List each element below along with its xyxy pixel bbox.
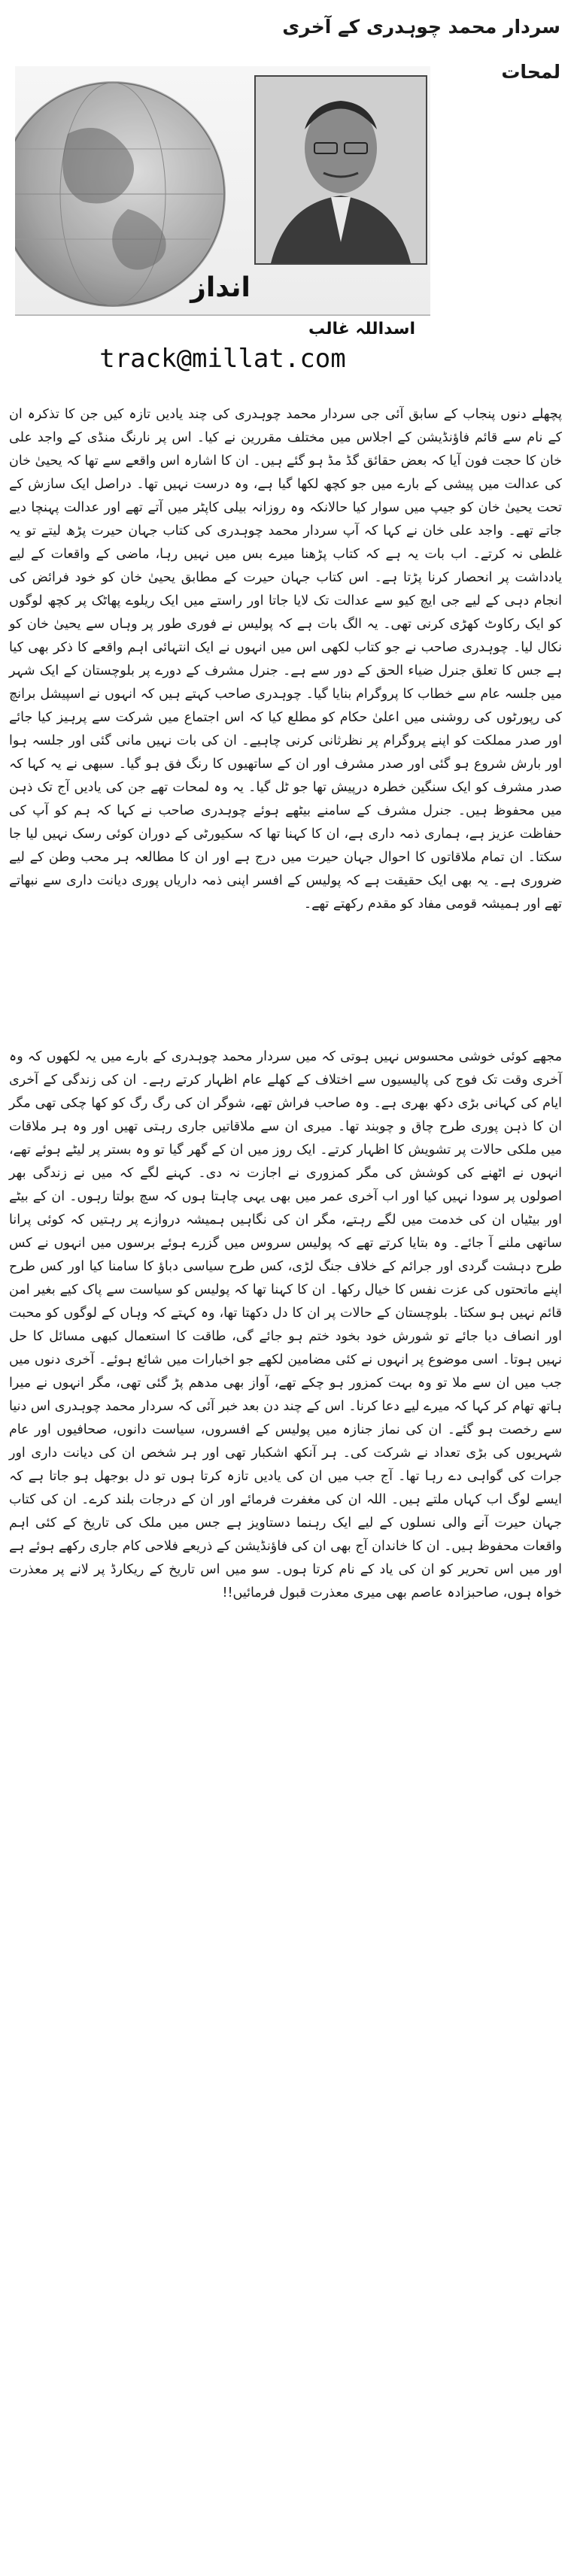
author-portrait [254,75,427,265]
article-paragraph-1: پچھلے دنوں پنجاب کے سابق آئی جی سردار محمد چوہدری کی چند یادیں تازہ کیں جن کا تذکرہ ان کے نام سے قائم فاؤنڈیشن کے اجلاس میں مختلف مقررین نے کیا۔ اس پر نارنگ منڈی کے واجد علی خان کا حجت فون آیا کہ بعض حقائق گڈ مڈ ہو گئے ہیں۔ ان کا اشارہ اس واقعے سے تھا کہ یحییٰ خان کی عدالت میں پیشی کے بارے میں جو کچھ لکھا گیا ہے، وہ درست نہیں تھا۔ دراصل ایک سازش کے تحت یحییٰ خان کو جیپ میں سوار کیا حالانکہ وہ روزانہ بیلی کاپٹر میں آتے تھے اور عدالت پہنچا دیے جاتے تھے۔ واجد علی خان نے کہا کہ آپ سردار محمد چوہدری کی کتاب جہان حیرت پڑھ لیتے تو یہ غلطی نہ کرتے۔ اب بات یہ ہے کہ کتاب پڑھنا میرے بس میں نہیں رہا، ماضی کے واقعات کے لیے یادداشت پر انحصار کرنا پڑتا ہے۔ اس کتاب جہان حیرت کے مطابق یحییٰ خان کو خود فرائض کی انجام دہی کے لیے جی ایچ کیو سے عدالت تک لایا جاتا اور راستے میں ایک ریلوے پھاٹک پر کچھ لوگوں کو ایک رکاوٹ کھڑی کرنی تھی۔ یہ الگ بات ہے کہ پولیس نے فوری طور پر وہاں سے یحییٰ خان کو نکال لیا۔ چوہدری صاحب نے جو کتاب لکھی اس میں انہوں نے ایک انتہائی اہم واقعے کا ذکر بھی کیا ہے جس کا تعلق جنرل ضیاء الحق کے دور سے ہے۔ جنرل مشرف کے دورے پر بلوچستان کے ایک شہر میں جلسہ عام سے خطاب کا پروگرام بنایا گیا۔ چوہدری صاحب کہتے ہیں کہ انہوں نے اسپیشل برانچ کی رپورٹوں کی روشنی میں اعلیٰ حکام کو مطلع کیا کہ اس اجتماع میں شرکت سے پرہیز کیا جائے اور صدر مملکت کو اپنے پروگرام پر نظرثانی کرنی چاہیے۔ ان کی بات نہیں مانی گئی اور جلسہ ہوا اور بارش شروع ہو گئی اور صدر مشرف اور ان کے ساتھیوں کا رنگ فق ہو گیا۔ سبھی نے یہ کہا کہ صدر مشرف کو ایک سنگین خطرہ درپیش تھا جو ٹل گیا۔ یہ وہ لمحات تھے جن کی یادیں آج تک ذہن میں محفوظ ہیں۔ جنرل مشرف کے سامنے بیٹھے ہوئے چوہدری صاحب نے کہا کہ ہم کو آپ کی حفاظت عزیز ہے، ہماری ذمہ داری ہے، ان کا کہنا تھا کہ سکیورٹی کے دوران کوئی رسک نہیں لیا جا سکتا۔ ان تمام ملاقاتوں کا احوال جہان حیرت میں درج ہے اور ان کا مطالعہ ہر محب وطن کے لیے ضروری ہے۔ یہ بھی ایک حقیقت ہے کہ پولیس کے افسر اپنی ذمہ داریاں پوری دیانت داری سے نبھاتے تھے اور ہمیشہ قومی مفاد کو مقدم رکھتے تھے۔ [9,407,562,912]
masthead-art [15,66,430,314]
author-name: اسداللہ غالب [308,320,415,338]
byline-bar [15,314,430,343]
author-email: track@millat.com [99,344,346,374]
portrait-graphic [256,77,426,263]
column-masthead [15,66,430,376]
article-paragraph-2: مجھے کوئی خوشی محسوس نہیں ہوتی کہ میں سردار محمد چوہدری کے بارے میں یہ لکھوں کہ وہ آخری وقت تک فوج کی پالیسیوں سے اختلاف کے کھلے عام اظہار کرتے رہے۔ ان کی زندگی کے آخری ایام کی کہانی بڑی دکھ بھری ہے۔ وہ صاحب فراش تھے، شوگر ان کی رگ رگ کو کھا چکی تھی مگر ان کا ذہن پوری طرح چاق و چوبند تھا۔ میری ان سے ملاقاتیں جاری رہتی تھیں اور وہ ہر ملاقات میں ملکی حالات پر تشویش کا اظہار کرتے۔ ایک روز میں ان کے گھر گیا تو وہ بستر پر لیٹے ہوئے تھے، انہوں نے اٹھنے کی کوشش کی مگر کمزوری نے اجازت نہ دی۔ کہنے لگے کہ میں نے زندگی بھر اصولوں پر سودا نہیں کیا اور اب آخری عمر میں بھی یہی چاہتا ہوں کہ سچ بولتا رہوں۔ ان کے بیٹے اور بیٹیاں ان کی خدمت میں لگے رہتے، مگر ان کی نگاہیں ہمیشہ دروازے پر رہتیں کہ کوئی پرانا ساتھی ملنے آ جائے۔ وہ بتایا کرتے تھے کہ پولیس سروس میں گزرے ہوئے برسوں میں انہوں نے کس طرح دہشت گردی اور جرائم کے خلاف جنگ لڑی، کس طرح سیاسی دباؤ کا سامنا کیا اور کس طرح اپنے ماتحتوں کی عزت نفس کا خیال رکھا۔ ان کا کہنا تھا کہ پولیس کو سیاست سے پاک کیے بغیر امن قائم نہیں ہو سکتا۔ بلوچستان کے حالات پر ان کا دل دکھتا تھا، وہ کہتے کہ وہاں کے لوگوں کو محبت اور انصاف دیا جائے تو شورش خود بخود ختم ہو جائے گی، طاقت کا استعمال کبھی مسائل کا حل نہیں ہوتا۔ اسی موضوع پر انہوں نے کئی مضامین لکھے جو اخبارات میں شائع ہوئے۔ آخری دنوں میں جب میں ان سے ملا تو وہ بہت کمزور ہو چکے تھے، آواز بھی مدھم پڑ گئی تھی، مگر انہوں نے میرا ہاتھ تھام کر کہا کہ میرے لیے دعا کرنا۔ اس کے چند دن بعد خبر آئی کہ سردار محمد چوہدری اس دنیا سے رخصت ہو گئے۔ ان کی نماز جنازہ میں پولیس کے افسروں، سیاست دانوں، صحافیوں اور عام شہریوں کی بڑی تعداد نے شرکت کی۔ ہر آنکھ اشکبار تھی اور ہر شخص ان کی دیانت داری اور جرات کی گواہی دے رہا تھا۔ آج جب میں ان کی یادیں تازہ کرتا ہوں تو دل بوجھل ہو جاتا ہے کہ ایسے لوگ اب کہاں ملتے ہیں۔ اللہ ان کی مغفرت فرمائے اور ان کے درجات بلند کرے۔ ان کی کتاب جہان حیرت آنے والی نسلوں کے لیے ایک رہنما دستاویز ہے جس میں ملک کی تاریخ کے کئی اہم واقعات محفوظ ہیں۔ ان کا خاندان آج بھی ان کی فاؤنڈیشن کے ذریعے فلاحی کام جاری رکھے ہوئے ہے اور میں اس تحریر کو ان کی یاد کے نام کرتا ہوں۔ سو میں اس تاریخ کے ریکارڈ پر لانے پر معذرت خواہ ہوں، صاحبزادہ عاصم بھی میری معذرت قبول فرمائیں!! [9,1049,562,1601]
column-brand: انداز [190,272,251,303]
headline: سردار محمد چوہدری کے آخری لمحات [282,16,560,83]
